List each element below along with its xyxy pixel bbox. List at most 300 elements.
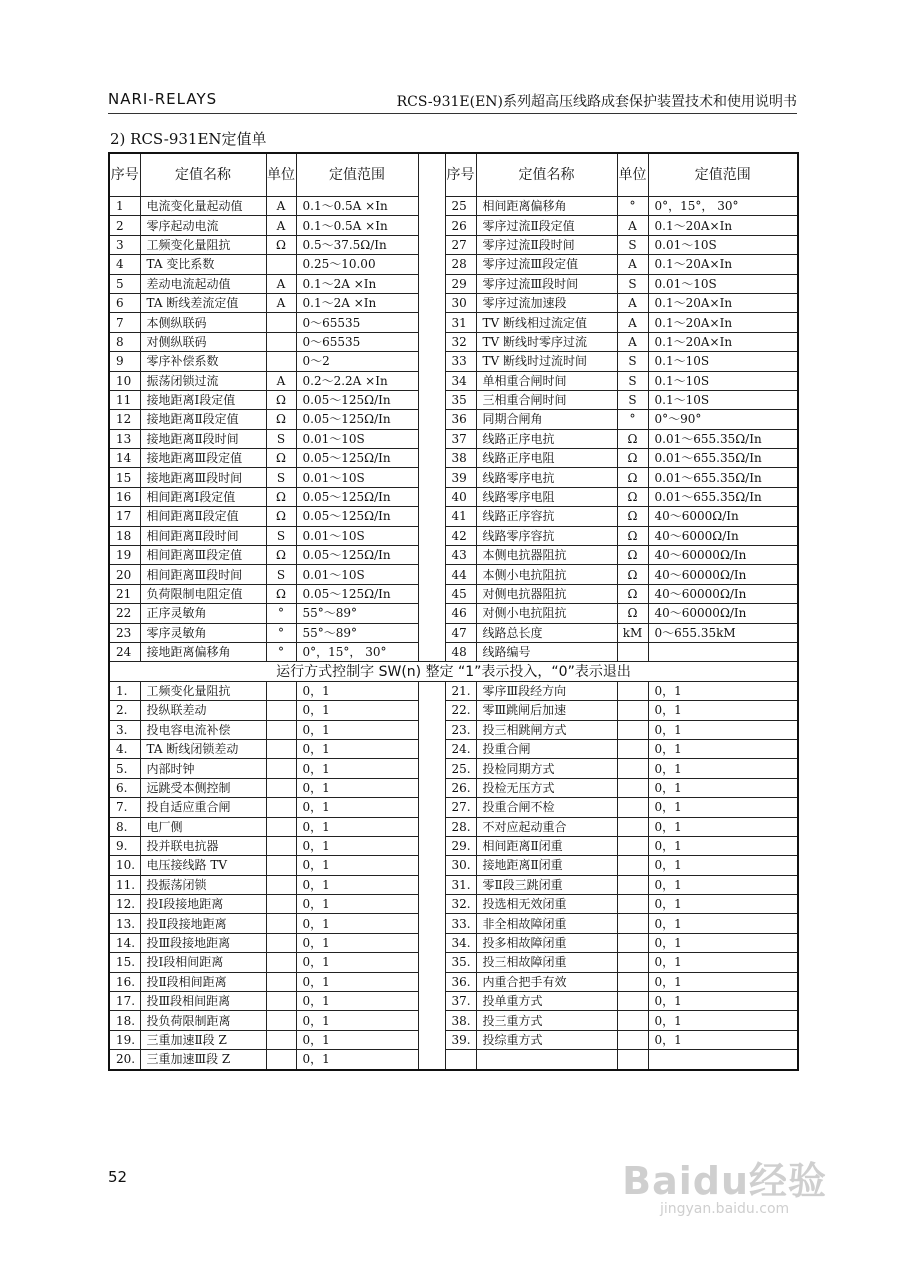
range-cell: 0，1: [648, 739, 798, 758]
unit-cell: [617, 972, 648, 991]
name-cell: TV 断线时零序过流: [476, 332, 617, 351]
column-gap: [418, 604, 445, 623]
name-cell: 相间距离Ⅱ段时间: [140, 526, 266, 545]
unit-cell: Ω: [617, 526, 648, 545]
unit-cell: °: [617, 197, 648, 216]
range-cell: 0，1: [648, 953, 798, 972]
range-cell: 0，1: [648, 681, 798, 700]
name-cell: 线路总长度: [476, 623, 617, 642]
seq-cell: 13.: [109, 914, 140, 933]
unit-cell: [617, 798, 648, 817]
unit-cell: S: [617, 352, 648, 371]
range-cell: 0，1: [296, 739, 418, 758]
column-gap: [418, 778, 445, 797]
column-gap: [418, 1011, 445, 1030]
seq-cell: 45: [445, 584, 476, 603]
name-cell: 零序灵敏角: [140, 623, 266, 642]
range-cell: 0.01～10S: [648, 235, 798, 254]
name-cell: 投单重方式: [476, 992, 617, 1011]
name-cell: 投Ⅰ段相间距离: [140, 953, 266, 972]
seq-cell: 12: [109, 410, 140, 429]
unit-cell: [617, 933, 648, 952]
unit-cell: S: [266, 429, 296, 448]
name-cell: 振荡闭锁过流: [140, 371, 266, 390]
seq-cell: 38.: [445, 1011, 476, 1030]
name-cell: 内重合把手有效: [476, 972, 617, 991]
name-cell: 投重合闸: [476, 739, 617, 758]
column-gap: [418, 953, 445, 972]
column-gap: [418, 759, 445, 778]
range-cell: 0.2～2.2A ×In: [296, 371, 418, 390]
name-cell: 电流变化量起动值: [140, 197, 266, 216]
seq-cell: 14.: [109, 933, 140, 952]
name-cell: 不对应起动重合: [476, 817, 617, 836]
column-gap: [418, 1030, 445, 1049]
name-cell: 零序补偿系数: [140, 352, 266, 371]
seq-cell: 2.: [109, 701, 140, 720]
unit-cell: Ω: [617, 507, 648, 526]
table-row: [109, 836, 798, 855]
name-cell: 本侧小电抗阻抗: [476, 565, 617, 584]
range-cell: 0，1: [296, 875, 418, 894]
table-row: [109, 798, 798, 817]
table-row: [109, 953, 798, 972]
unit-cell: Ω: [266, 235, 296, 254]
name-cell: 相间距离Ⅰ段定值: [140, 487, 266, 506]
settings-table: [108, 152, 799, 1071]
range-cell: 40～60000Ω/In: [648, 546, 798, 565]
table-row: [109, 255, 798, 274]
unit-cell: [617, 953, 648, 972]
table-row: [109, 817, 798, 836]
seq-cell: 1.: [109, 681, 140, 700]
column-gap: [418, 507, 445, 526]
seq-cell: 26: [445, 216, 476, 235]
column-gap: [418, 565, 445, 584]
name-cell: 单相重合闸时间: [476, 371, 617, 390]
unit-cell: [617, 759, 648, 778]
table-row: [109, 1011, 798, 1030]
range-cell: 0，1: [648, 817, 798, 836]
range-cell: 0°～90°: [648, 410, 798, 429]
unit-cell: [617, 817, 648, 836]
column-gap: [418, 293, 445, 312]
range-cell: 0.1～2A ×In: [296, 293, 418, 312]
unit-cell: [266, 332, 296, 351]
unit-cell: A: [266, 293, 296, 312]
name-cell: 差动电流起动值: [140, 274, 266, 293]
unit-cell: [266, 836, 296, 855]
unit-cell: S: [617, 390, 648, 409]
unit-cell: kM: [617, 623, 648, 642]
seq-cell: 23.: [445, 720, 476, 739]
range-cell: 0.01～655.35Ω/In: [648, 468, 798, 487]
seq-cell: 15.: [109, 953, 140, 972]
range-cell: 0，1: [648, 720, 798, 739]
unit-cell: Ω: [266, 546, 296, 565]
range-cell: 0，1: [296, 798, 418, 817]
seq-cell: 5: [109, 274, 140, 293]
header-doc-title: RCS-931E(EN)系列超高压线路成套保护装置技术和使用说明书: [396, 94, 797, 110]
unit-cell: Ω: [617, 487, 648, 506]
column-gap: [418, 875, 445, 894]
column-gap: [418, 546, 445, 565]
name-cell: 零序起动电流: [140, 216, 266, 235]
header-name: 定值名称: [140, 153, 266, 197]
name-cell: 对侧电抗器阻抗: [476, 584, 617, 603]
column-gap: [418, 720, 445, 739]
header-name: 定值名称: [476, 153, 617, 197]
unit-cell: Ω: [266, 584, 296, 603]
column-gap: [418, 332, 445, 351]
name-cell: 同期合闸角: [476, 410, 617, 429]
seq-cell: 27: [445, 235, 476, 254]
range-cell: 0，1: [648, 895, 798, 914]
range-cell: 55°～89°: [296, 604, 418, 623]
unit-cell: A: [617, 216, 648, 235]
table-header-row: [109, 153, 798, 197]
table-row: [109, 681, 798, 700]
range-cell: 40～6000Ω/In: [648, 507, 798, 526]
unit-cell: Ω: [266, 507, 296, 526]
column-gap: [418, 856, 445, 875]
column-gap: [418, 216, 445, 235]
name-cell: 三重加速Ⅱ段 Z: [140, 1030, 266, 1049]
seq-cell: 12.: [109, 895, 140, 914]
unit-cell: [617, 914, 648, 933]
range-cell: 0.01～10S: [296, 468, 418, 487]
range-cell: 0，1: [648, 836, 798, 855]
unit-cell: [617, 836, 648, 855]
name-cell: 投三相故障闭重: [476, 953, 617, 972]
column-gap: [418, 235, 445, 254]
name-cell: 投Ⅲ段接地距离: [140, 933, 266, 952]
range-cell: 0，1: [296, 856, 418, 875]
table-row: [109, 623, 798, 642]
name-cell: 线路零序容抗: [476, 526, 617, 545]
range-cell: 40～60000Ω/In: [648, 565, 798, 584]
unit-cell: Ω: [617, 468, 648, 487]
name-cell: 投Ⅱ段接地距离: [140, 914, 266, 933]
table-row: [109, 487, 798, 506]
seq-cell: 30.: [445, 856, 476, 875]
unit-cell: [266, 798, 296, 817]
column-gap: [418, 836, 445, 855]
unit-cell: [266, 681, 296, 700]
range-cell: 0.05～125Ω/In: [296, 449, 418, 468]
seq-cell: 17: [109, 507, 140, 526]
table-row: [109, 1030, 798, 1049]
seq-cell: 32: [445, 332, 476, 351]
seq-cell: 3.: [109, 720, 140, 739]
range-cell: 0，1: [648, 1011, 798, 1030]
name-cell: 本侧纵联码: [140, 313, 266, 332]
range-cell: 0，1: [296, 1050, 418, 1070]
column-gap: [418, 798, 445, 817]
table-row: [109, 759, 798, 778]
seq-cell: 25: [445, 197, 476, 216]
seq-cell: 17.: [109, 992, 140, 1011]
seq-cell: 22.: [445, 701, 476, 720]
seq-cell: 2: [109, 216, 140, 235]
unit-cell: °: [266, 623, 296, 642]
table-row: [109, 720, 798, 739]
name-cell: 本侧电抗器阻抗: [476, 546, 617, 565]
unit-cell: [266, 720, 296, 739]
unit-cell: A: [266, 216, 296, 235]
unit-cell: A: [617, 313, 648, 332]
seq-cell: 30: [445, 293, 476, 312]
seq-cell: 20.: [109, 1050, 140, 1070]
seq-cell: 25.: [445, 759, 476, 778]
unit-cell: A: [617, 293, 648, 312]
seq-cell: 31.: [445, 875, 476, 894]
table-row: [109, 739, 798, 758]
column-gap: [418, 487, 445, 506]
name-cell: 零Ⅲ跳闸后加速: [476, 701, 617, 720]
range-cell: 0°，15°， 30°: [296, 642, 418, 661]
table-row: [109, 933, 798, 952]
column-gap: [418, 933, 445, 952]
name-cell: 零序过流Ⅲ段时间: [476, 274, 617, 293]
name-cell: 接地距离偏移角: [140, 642, 266, 661]
range-cell: 0.05～125Ω/In: [296, 546, 418, 565]
seq-cell: 37.: [445, 992, 476, 1011]
seq-cell: 9.: [109, 836, 140, 855]
unit-cell: [266, 1030, 296, 1049]
range-cell: 0～65535: [296, 332, 418, 351]
table-row: [109, 972, 798, 991]
name-cell: 投检同期方式: [476, 759, 617, 778]
column-gap: [418, 313, 445, 332]
table-row: [109, 565, 798, 584]
unit-cell: S: [266, 565, 296, 584]
unit-cell: °: [266, 642, 296, 661]
seq-cell: 21: [109, 584, 140, 603]
range-cell: 0.1～20A×In: [648, 332, 798, 351]
range-cell: 0.01～10S: [296, 565, 418, 584]
range-cell: 0，1: [296, 914, 418, 933]
range-cell: 0.01～10S: [648, 274, 798, 293]
range-cell: 0，1: [296, 895, 418, 914]
column-gap: [418, 1050, 445, 1070]
range-cell: 0.05～125Ω/In: [296, 410, 418, 429]
unit-cell: S: [617, 371, 648, 390]
name-cell: TV 断线时过流时间: [476, 352, 617, 371]
unit-cell: [617, 701, 648, 720]
column-gap: [418, 623, 445, 642]
range-cell: 0.01～655.35Ω/In: [648, 429, 798, 448]
name-cell: 投Ⅱ段相间距离: [140, 972, 266, 991]
unit-cell: [617, 739, 648, 758]
header-brand: NARI-RELAYS: [108, 90, 218, 108]
name-cell: 零序过流加速段: [476, 293, 617, 312]
seq-cell: 15: [109, 468, 140, 487]
range-cell: 0～655.35kM: [648, 623, 798, 642]
unit-cell: [266, 972, 296, 991]
column-gap: [418, 914, 445, 933]
range-cell: 0，1: [296, 933, 418, 952]
unit-cell: °: [266, 604, 296, 623]
seq-cell: 7.: [109, 798, 140, 817]
unit-cell: Ω: [617, 429, 648, 448]
range-cell: 0，1: [648, 778, 798, 797]
table-row: [109, 914, 798, 933]
seq-cell: 10: [109, 371, 140, 390]
table-row: [109, 895, 798, 914]
header-divider: [108, 113, 797, 114]
range-cell: [648, 642, 798, 661]
name-cell: 接地距离Ⅱ段时间: [140, 429, 266, 448]
seq-cell: 41: [445, 507, 476, 526]
seq-cell: 16.: [109, 972, 140, 991]
column-gap: [418, 739, 445, 758]
unit-cell: A: [266, 197, 296, 216]
table-row: [109, 526, 798, 545]
range-cell: 40～60000Ω/In: [648, 584, 798, 603]
range-cell: 0.05～125Ω/In: [296, 487, 418, 506]
header-range: 定值范围: [648, 153, 798, 197]
seq-cell: 43: [445, 546, 476, 565]
name-cell: 线路正序容抗: [476, 507, 617, 526]
name-cell: 接地距离Ⅲ段时间: [140, 468, 266, 487]
range-cell: 0.1～0.5A ×In: [296, 197, 418, 216]
table-row: [109, 235, 798, 254]
column-gap: [418, 817, 445, 836]
table-row: [109, 274, 798, 293]
name-cell: 对侧小电抗阻抗: [476, 604, 617, 623]
column-gap: [418, 410, 445, 429]
range-cell: 0，1: [296, 1030, 418, 1049]
range-cell: 0，1: [648, 972, 798, 991]
column-gap: [418, 274, 445, 293]
name-cell: TA 断线闭锁差动: [140, 739, 266, 758]
table-row: [109, 604, 798, 623]
name-cell: TA 变比系数: [140, 255, 266, 274]
name-cell: 投重合闸不检: [476, 798, 617, 817]
unit-cell: [617, 681, 648, 700]
unit-cell: [266, 856, 296, 875]
seq-cell: 18.: [109, 1011, 140, 1030]
name-cell: 相间距离偏移角: [476, 197, 617, 216]
unit-cell: Ω: [617, 604, 648, 623]
table-row: [109, 468, 798, 487]
control-word-separator-row: [109, 662, 798, 681]
column-gap: [418, 992, 445, 1011]
seq-cell: 11: [109, 390, 140, 409]
table-row: [109, 371, 798, 390]
name-cell: 投Ⅰ段接地距离: [140, 895, 266, 914]
header-unit: 单位: [266, 153, 296, 197]
name-cell: 投电容电流补偿: [140, 720, 266, 739]
table-row: [109, 390, 798, 409]
name-cell: TA 断线差流定值: [140, 293, 266, 312]
seq-cell: 24.: [445, 739, 476, 758]
seq-cell: 13: [109, 429, 140, 448]
seq-cell: 19.: [109, 1030, 140, 1049]
column-gap: [418, 390, 445, 409]
name-cell: 零Ⅱ段三跳闭重: [476, 875, 617, 894]
column-gap: [418, 153, 445, 197]
range-cell: [648, 1050, 798, 1070]
unit-cell: A: [266, 274, 296, 293]
column-gap: [418, 371, 445, 390]
range-cell: 0，1: [296, 759, 418, 778]
header-seq: 序号: [109, 153, 140, 197]
seq-cell: 26.: [445, 778, 476, 797]
unit-cell: [617, 1050, 648, 1070]
range-cell: 0，1: [296, 972, 418, 991]
unit-cell: [266, 255, 296, 274]
range-cell: 0.1～10S: [648, 390, 798, 409]
unit-cell: Ω: [617, 584, 648, 603]
table-row: [109, 584, 798, 603]
name-cell: [476, 1050, 617, 1070]
header-unit: 单位: [617, 153, 648, 197]
seq-cell: 18: [109, 526, 140, 545]
unit-cell: A: [617, 255, 648, 274]
seq-cell: 8: [109, 332, 140, 351]
name-cell: 投三重方式: [476, 1011, 617, 1030]
range-cell: 0～65535: [296, 313, 418, 332]
control-word-separator: 运行方式控制字 SW(n) 整定 “1”表示投入，“0”表示退出: [109, 662, 798, 681]
name-cell: 内部时钟: [140, 759, 266, 778]
name-cell: 接地距离Ⅰ段定值: [140, 390, 266, 409]
range-cell: 0～2: [296, 352, 418, 371]
unit-cell: S: [617, 274, 648, 293]
unit-cell: [266, 701, 296, 720]
seq-cell: 47: [445, 623, 476, 642]
seq-cell: 3: [109, 235, 140, 254]
seq-cell: 19: [109, 546, 140, 565]
seq-cell: 29: [445, 274, 476, 293]
unit-cell: [617, 1030, 648, 1049]
seq-cell: 1: [109, 197, 140, 216]
range-cell: 0.05～125Ω/In: [296, 507, 418, 526]
unit-cell: [617, 778, 648, 797]
seq-cell: 10.: [109, 856, 140, 875]
column-gap: [418, 584, 445, 603]
table-row: [109, 216, 798, 235]
seq-cell: 22: [109, 604, 140, 623]
unit-cell: [617, 1011, 648, 1030]
range-cell: 0，1: [648, 1030, 798, 1049]
name-cell: 对侧纵联码: [140, 332, 266, 351]
range-cell: 55°～89°: [296, 623, 418, 642]
name-cell: 零序过流Ⅲ段定值: [476, 255, 617, 274]
table-row: [109, 875, 798, 894]
name-cell: 投多相故障闭重: [476, 933, 617, 952]
unit-cell: Ω: [266, 449, 296, 468]
name-cell: 投并联电抗器: [140, 836, 266, 855]
name-cell: 投纵联差动: [140, 701, 266, 720]
unit-cell: [266, 778, 296, 797]
range-cell: 0.01～10S: [296, 429, 418, 448]
seq-cell: 28: [445, 255, 476, 274]
name-cell: 零序Ⅲ段经方向: [476, 681, 617, 700]
column-gap: [418, 449, 445, 468]
name-cell: 接地距离Ⅱ段定值: [140, 410, 266, 429]
range-cell: 0，1: [296, 701, 418, 720]
unit-cell: [266, 953, 296, 972]
range-cell: 0，1: [648, 933, 798, 952]
unit-cell: [617, 642, 648, 661]
name-cell: 线路正序电阻: [476, 449, 617, 468]
table-row: [109, 1050, 798, 1070]
unit-cell: [266, 895, 296, 914]
unit-cell: Ω: [617, 546, 648, 565]
column-gap: [418, 642, 445, 661]
